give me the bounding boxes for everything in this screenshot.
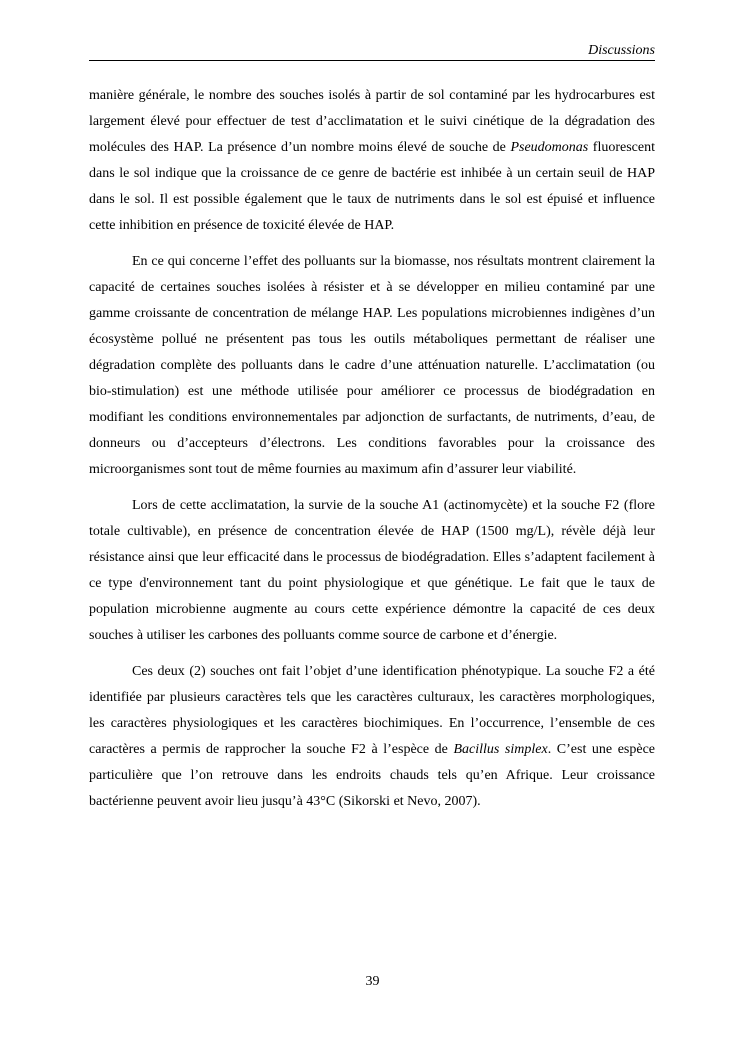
paragraph-2: En ce qui concerne l’effet des polluants sur la biomasse, nos résultats montrent clairement la capacité de certaines souches isolées à résister et à se développer en milieu contaminé par une gamme croissante de concentration de mélange HAP. Les populations microbiennes indigènes d’un écosystème pollué ne présentent pas tous les outils métaboliques permettant de réaliser une dégradation complète des polluants dans le cadre d’une atténuation naturelle. L’acclimatation (ou bio-stimulation) est une méthode utilisée pour améliorer ce processus de biodégradation en modifiant les conditions environnementales par adjonction de surfactants, de nutriments, d’eau, de donneurs ou d’accepteurs d’électrons. Les conditions favorables pour la croissance des microorganismes sont tout de même fournies au maximum afin d’assurer leur viabilité. bbox=[89, 254, 655, 477]
paragraph-1-italic-genus: Pseudomonas bbox=[510, 140, 589, 155]
paragraph-1-text-b: fluorescent dans le sol indique que la croissance de ce genre de bactérie est inhibée à un certain seuil de HAP dans le sol. Il est possible également que le taux de nutriments dans le sol est épuisé et influence cette inhibition en présence de toxicité élevée de HAP. bbox=[89, 140, 655, 233]
page-number: 39 bbox=[365, 974, 380, 989]
section-title: Discussions bbox=[588, 43, 655, 58]
paragraph-1 bbox=[89, 83, 655, 239]
paragraph-3: Lors de cette acclimatation, la survie de la souche A1 (actinomycète) et la souche F2 (flore totale cultivable), en présence de concentration élevée de HAP (1500 mg/L), révèle déjà leur résistance ainsi que leur efficacité dans le processus de biodégradation. Elles s’adaptent facilement à ce type d'environnement tant du point physiologique et que génétique. Le fait que le taux de population microbienne augmente au cours cette expérience démontre la capacité de ces deux souches à utiliser les carbones des polluants comme source de carbone et d’énergie. bbox=[89, 498, 655, 643]
paragraph-4-text-b: . C’est une espèce particulière que l’on retrouve dans les endroits chauds tels qu’en Afrique. Leur croissance bactérienne peuvent avoir lieu jusqu’à 43°C (Sikorski et Nevo, 2007). bbox=[89, 742, 655, 809]
paragraph-4-italic-species: Bacillus simplex bbox=[453, 742, 548, 757]
body-text bbox=[89, 83, 655, 825]
running-header bbox=[89, 40, 655, 61]
paragraph-4-text-a: Ces deux (2) souches ont fait l’objet d’une identification phénotypique. La souche F2 a été identifiée par plusieurs caractères tels que les caractères culturaux, les caractères morphologiques, les caractères physiologiques et les caractères biochimiques. En l’occurrence, l’ensemble de ces caractères a permis de rapprocher la souche F2 à l’espèce de bbox=[89, 664, 655, 757]
paragraph-1-text-a: manière générale, le nombre des souches isolés à partir de sol contaminé par les hydrocarbures est largement élevé pour effectuer de test d’acclimatation et le suivi cinétique de la dégradation des molécules des HAP. La présence d’un nombre moins élevé de souche de bbox=[89, 88, 655, 155]
paragraph-4 bbox=[89, 659, 655, 815]
